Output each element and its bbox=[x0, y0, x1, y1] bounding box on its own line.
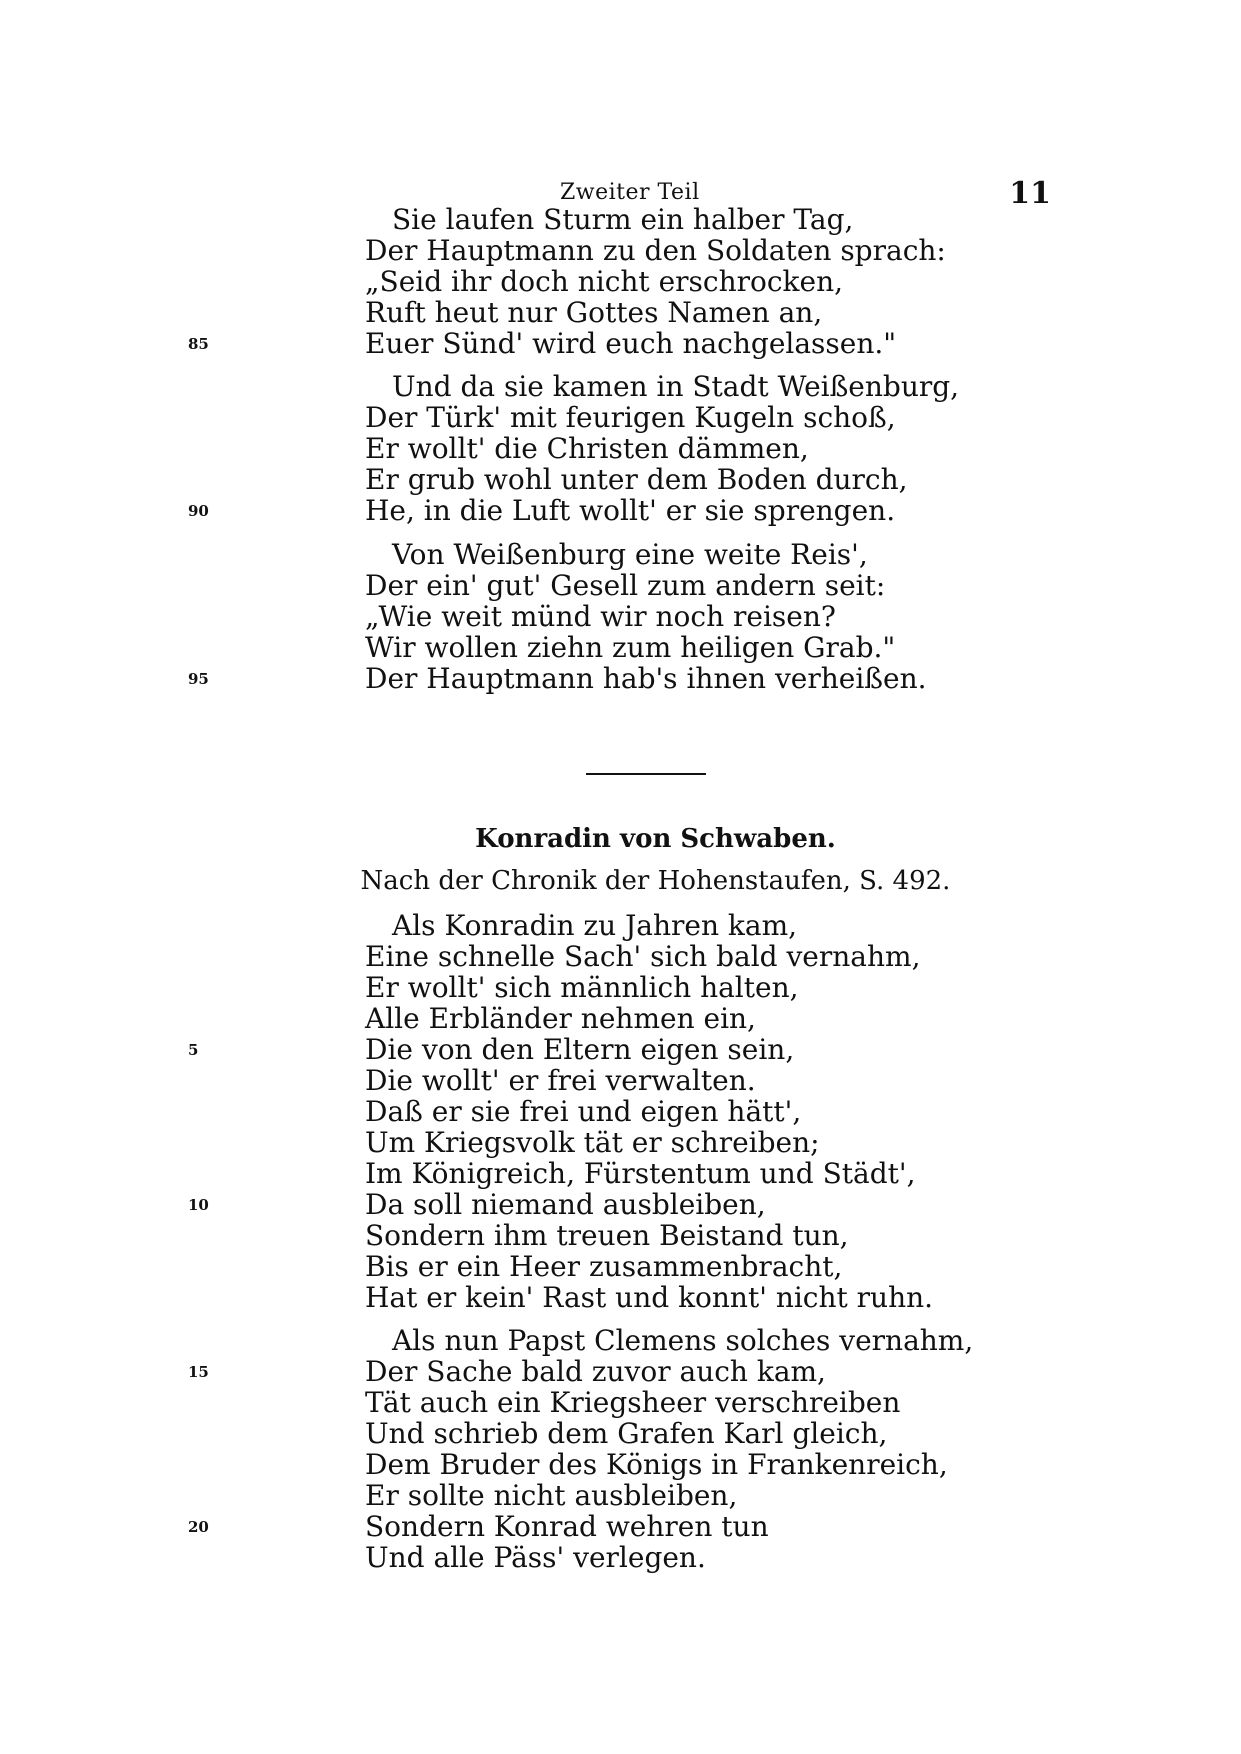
verse-line: Und alle Päss' verlegen. bbox=[365, 1541, 706, 1574]
verse-line: Da soll niemand ausbleiben, bbox=[365, 1188, 766, 1221]
verse-line: Tät auch ein Kriegsheer verschreiben bbox=[365, 1386, 901, 1419]
verse-line: Eine schnelle Sach' sich bald vernahm, bbox=[365, 940, 921, 973]
verse-line: Von Weißenburg eine weite Reis', bbox=[392, 538, 868, 571]
verse-line: Der Hauptmann zu den Soldaten sprach: bbox=[365, 234, 946, 267]
verse-line: Als Konradin zu Jahren kam, bbox=[392, 909, 798, 942]
verse-line: Er wollt' sich männlich halten, bbox=[365, 971, 799, 1004]
verse-line: Wir wollen ziehn zum heiligen Grab." bbox=[365, 631, 896, 664]
line-number: 85 bbox=[188, 335, 209, 353]
line-number: 20 bbox=[188, 1518, 209, 1536]
verse-line: Der ein' gut' Gesell zum andern seit: bbox=[365, 569, 886, 602]
line-number: 5 bbox=[188, 1041, 199, 1059]
verse-line: Dem Bruder des Königs in Frankenreich, bbox=[365, 1448, 948, 1481]
page-number: 11 bbox=[1009, 176, 1051, 211]
verse-line: „Seid ihr doch nicht erschrocken, bbox=[365, 265, 843, 298]
verse-line: „Wie weit münd wir noch reisen? bbox=[365, 600, 836, 633]
verse-line: Die wollt' er frei verwalten. bbox=[365, 1064, 756, 1097]
verse-line: Sondern Konrad wehren tun bbox=[365, 1510, 769, 1543]
verse-line: Daß er sie frei und eigen hätt', bbox=[365, 1095, 802, 1128]
verse-line: Ruft heut nur Gottes Namen an, bbox=[365, 296, 823, 329]
verse-line: Bis er ein Heer zusammenbracht, bbox=[365, 1250, 843, 1283]
verse-line: Und da sie kamen in Stadt Weißenburg, bbox=[392, 370, 960, 403]
line-number: 90 bbox=[188, 502, 209, 520]
verse-line: Er grub wohl unter dem Boden durch, bbox=[365, 463, 908, 496]
line-number: 95 bbox=[188, 670, 209, 688]
line-number: 15 bbox=[188, 1363, 209, 1381]
verse-line: He, in die Luft wollt' er sie sprengen. bbox=[365, 494, 896, 527]
verse-line: Der Hauptmann hab's ihnen verheißen. bbox=[365, 662, 927, 695]
verse-line: Um Kriegsvolk tät er schreiben; bbox=[365, 1126, 820, 1159]
verse-line: Der Türk' mit feurigen Kugeln schoß, bbox=[365, 401, 896, 434]
verse-line: Als nun Papst Clemens solches vernahm, bbox=[392, 1324, 974, 1357]
poem-source: Nach der Chronik der Hohenstaufen, S. 492. bbox=[360, 866, 951, 896]
verse-line: Und schrieb dem Grafen Karl gleich, bbox=[365, 1417, 888, 1450]
verse-line: Sie laufen Sturm ein halber Tag, bbox=[392, 203, 854, 236]
verse-line: Er sollte nicht ausbleiben, bbox=[365, 1479, 738, 1512]
verse-line: Alle Erbländer nehmen ein, bbox=[365, 1002, 756, 1035]
verse-line: Im Königreich, Fürstentum und Städt', bbox=[365, 1157, 916, 1190]
verse-line: Euer Sünd' wird euch nachgelassen." bbox=[365, 327, 897, 360]
running-head: Zweiter Teil bbox=[560, 180, 700, 205]
verse-line: Hat er kein' Rast und konnt' nicht ruhn. bbox=[365, 1281, 934, 1314]
poem-title: Konradin von Schwaben. bbox=[475, 824, 836, 854]
verse-line: Der Sache bald zuvor auch kam, bbox=[365, 1355, 826, 1388]
section-divider bbox=[586, 773, 706, 775]
verse-line: Die von den Eltern eigen sein, bbox=[365, 1033, 795, 1066]
verse-line: Er wollt' die Christen dämmen, bbox=[365, 432, 809, 465]
line-number: 10 bbox=[188, 1196, 209, 1214]
verse-line: Sondern ihm treuen Beistand tun, bbox=[365, 1219, 849, 1252]
